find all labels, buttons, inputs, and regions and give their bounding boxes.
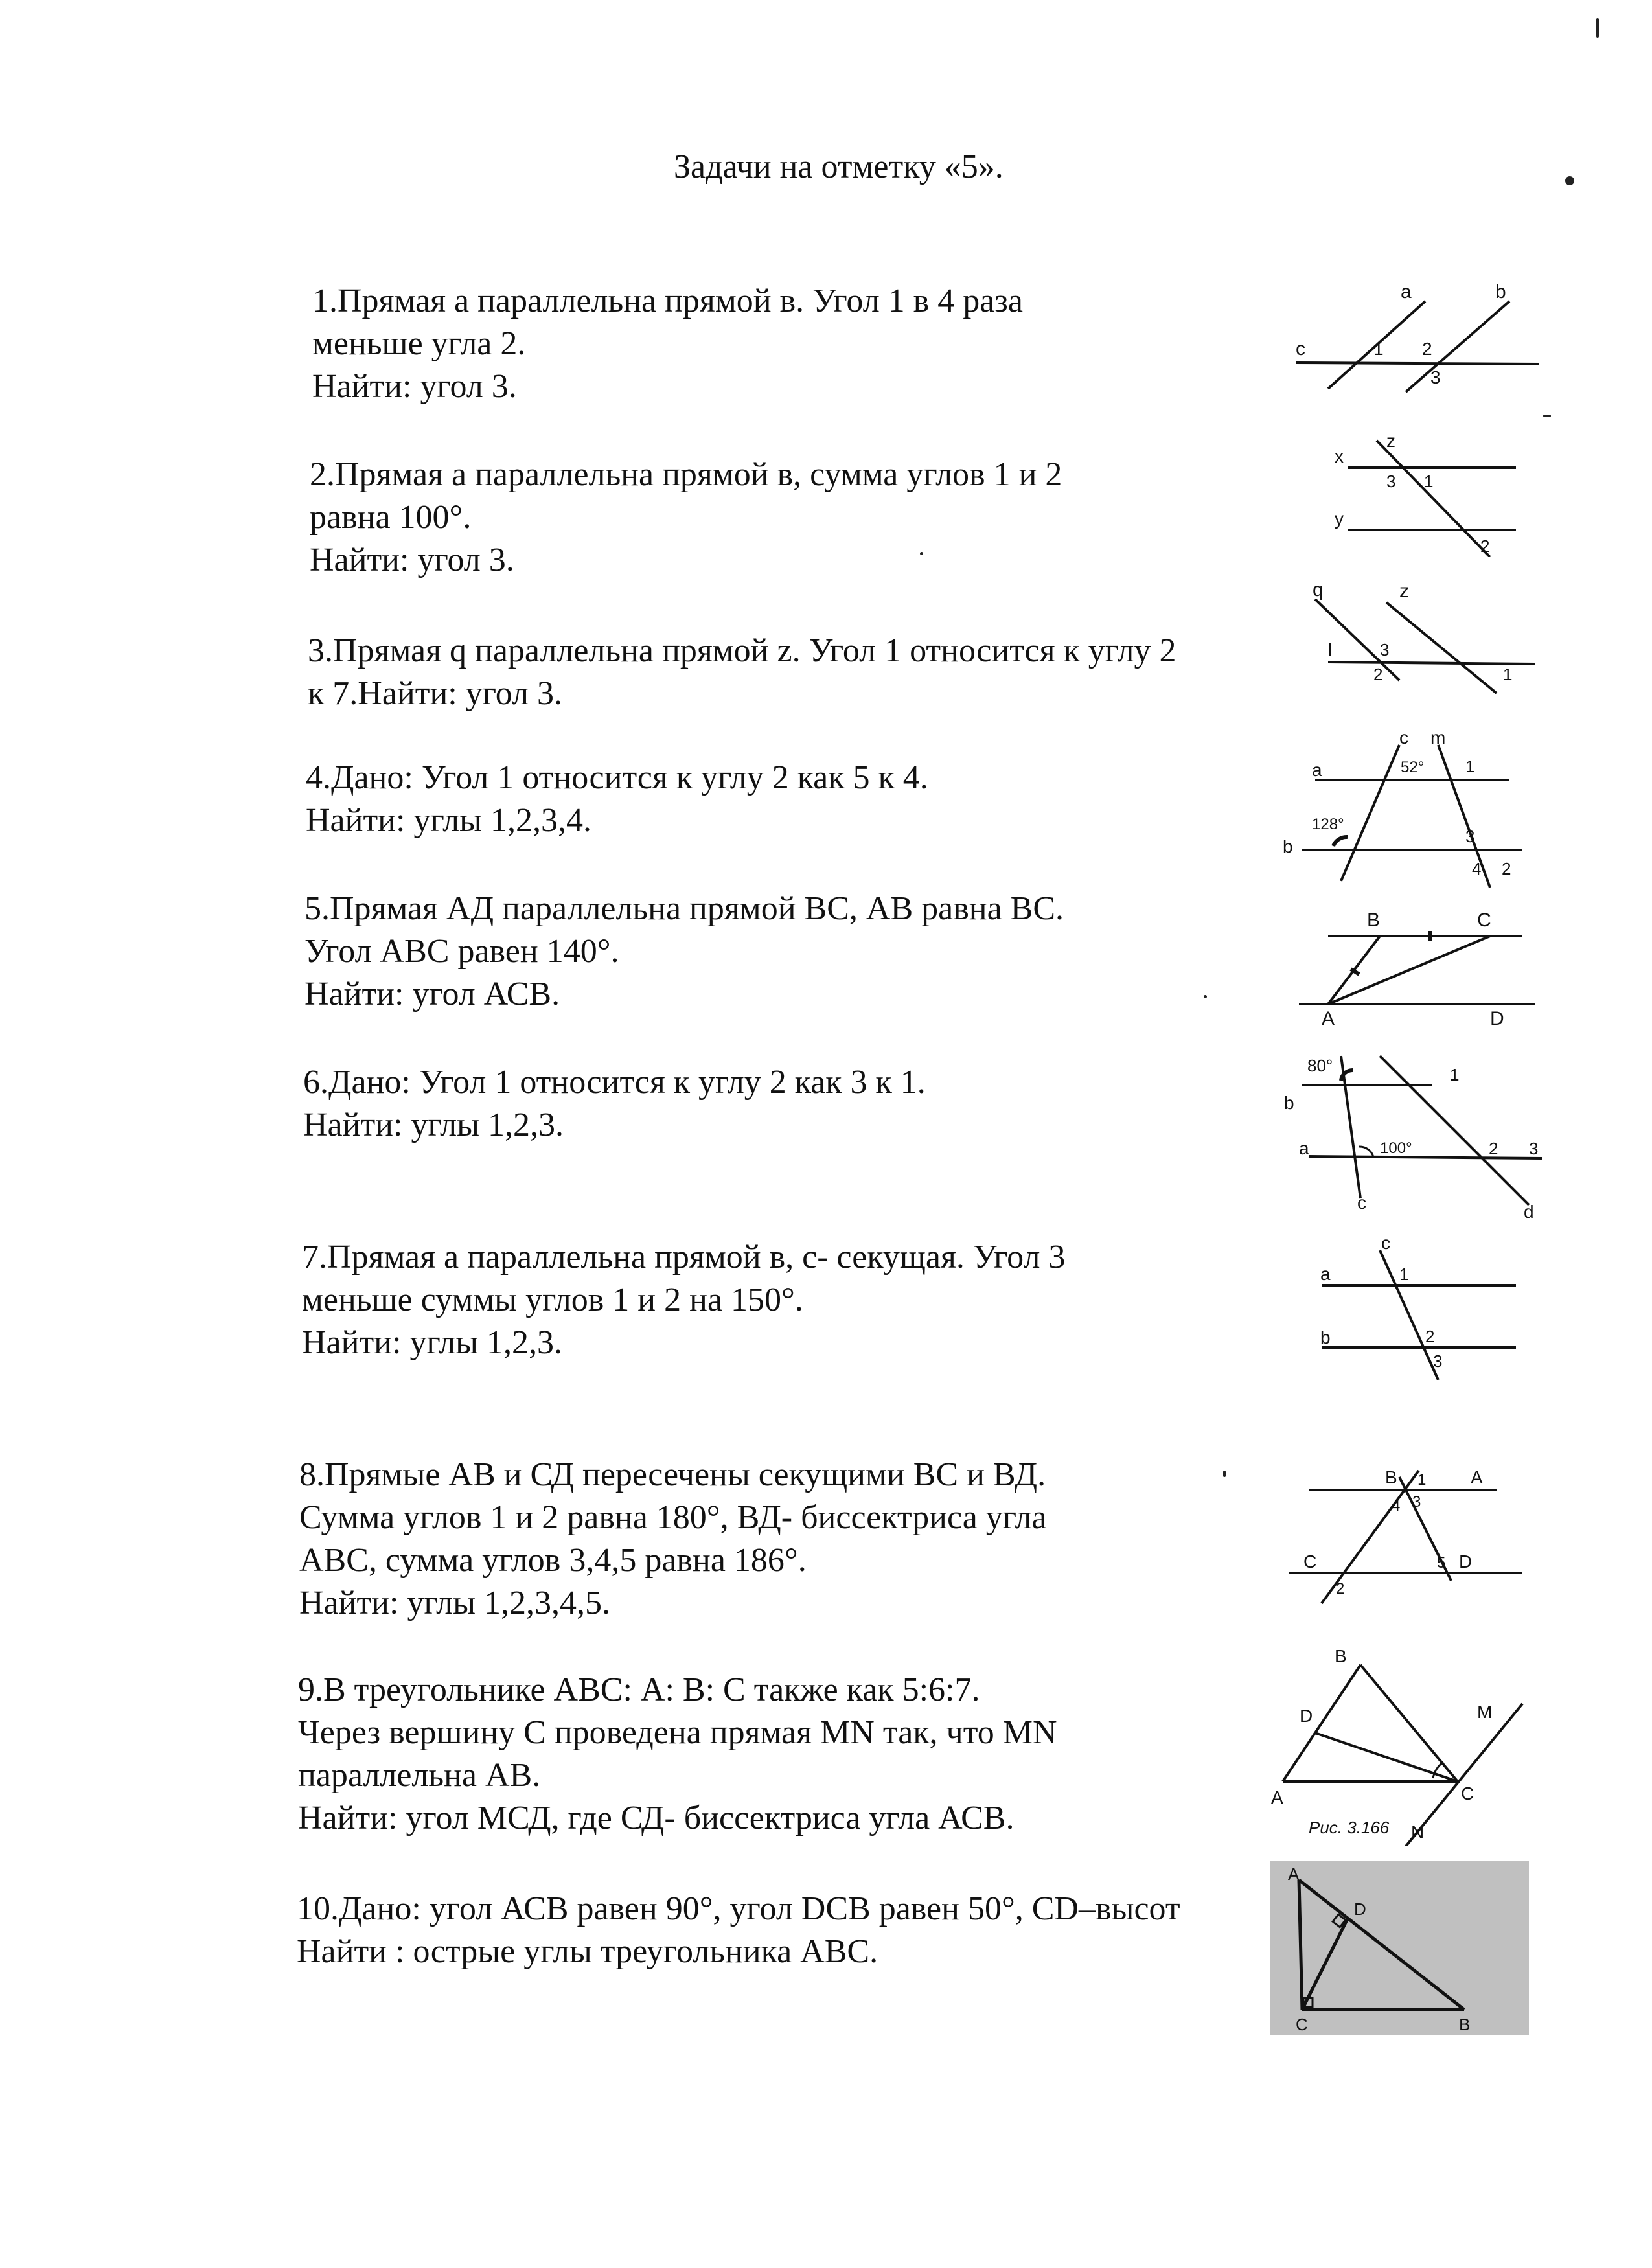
angle-3-label: 3 (1465, 827, 1475, 846)
label-A: A (1288, 1864, 1300, 1884)
scan-speck (1565, 176, 1574, 185)
label-C: C (1303, 1552, 1317, 1572)
problem-2 (310, 453, 1062, 582)
label-c: c (1381, 1233, 1390, 1253)
problem-line: равна 100°. (310, 499, 472, 536)
problem-line: 3.Прямая q параллельна прямой z. Угол 1 относится к углу 2 (308, 632, 1176, 669)
problem-line: меньше угла 2. (312, 325, 526, 362)
angle-80-label: 80° (1307, 1056, 1333, 1075)
problem-7 (302, 1236, 1065, 1364)
label-b: b (1283, 836, 1293, 856)
problem-5 (304, 888, 1064, 1016)
angle-1-label: 1 (1450, 1065, 1460, 1084)
label-b: b (1320, 1327, 1331, 1347)
label-d: d (1524, 1202, 1534, 1218)
scan-speck (1204, 995, 1207, 998)
figure-8 (1276, 1458, 1542, 1613)
label-c: c (1357, 1193, 1366, 1213)
problem-6 (303, 1061, 926, 1147)
label-a: a (1299, 1138, 1309, 1158)
label-A: A (1271, 1787, 1283, 1807)
problem-1 (312, 280, 1023, 408)
problem-8 (299, 1454, 1047, 1625)
label-y: y (1335, 509, 1344, 529)
figure-2 (1322, 428, 1542, 557)
problem-line: 4.Дано: Угол 1 относится к углу 2 как 5 к 4. (306, 759, 928, 796)
label-a: a (1320, 1264, 1331, 1284)
problem-line: 9.В треугольнике АВС: А: В: С также как 5:6:7. (298, 1671, 980, 1708)
label-B: B (1459, 2015, 1471, 2034)
angle-2-label: 2 (1489, 1139, 1498, 1158)
label-N: N (1411, 1822, 1425, 1842)
problem-line: Найти: угол 3. (312, 368, 517, 405)
label-m: m (1430, 727, 1446, 748)
problem-line: 10.Дано: угол АСВ равен 90°, угол DCB равен 50°, CD–высот (297, 1890, 1180, 1927)
label-C: C (1296, 2015, 1308, 2034)
label-q: q (1313, 579, 1324, 601)
problem-line: Угол АВС равен 140°. (304, 933, 619, 970)
problem-3 (308, 630, 1176, 715)
angle-4-label: 4 (1392, 1497, 1401, 1515)
problem-line: Найти: углы 1,2,3. (302, 1324, 563, 1361)
label-c: c (1399, 727, 1408, 748)
scan-speck (1596, 18, 1599, 38)
problem-line: Через вершину С проведена прямая МN так, что МN (298, 1714, 1057, 1751)
angle-3-label: 3 (1433, 1351, 1443, 1371)
problem-line: Найти: угол 3. (310, 542, 514, 578)
label-D: D (1490, 1008, 1504, 1029)
angle-3-label: 3 (1430, 367, 1441, 387)
scan-speck (920, 552, 923, 555)
label-C: C (1477, 910, 1491, 931)
problem-line: Найти: углы 1,2,3. (303, 1106, 564, 1143)
figure-caption: Рис. 3.166 (1309, 1818, 1390, 1837)
figure-1 (1289, 272, 1548, 402)
problem-line: Сумма углов 1 и 2 равна 180°, ВД- биссектриса угла (299, 1499, 1047, 1536)
label-A: A (1471, 1467, 1483, 1487)
problem-9 (298, 1669, 1057, 1840)
scan-speck (1543, 415, 1551, 417)
problem-line: параллельна АВ. (298, 1757, 541, 1794)
figure-6 (1270, 1043, 1548, 1218)
angle-100-label: 100° (1380, 1140, 1412, 1157)
angle-3-label: 3 (1386, 472, 1396, 491)
figure-7 (1309, 1231, 1542, 1386)
angle-1-label: 1 (1465, 757, 1475, 776)
label-z: z (1386, 431, 1395, 451)
problem-line: 6.Дано: Угол 1 относится к углу 2 как 3 к 1. (303, 1064, 926, 1101)
label-D: D (1459, 1552, 1473, 1572)
angle-1-label: 1 (1503, 665, 1513, 684)
page-title: Задачи на отметку «5». (674, 148, 1004, 185)
figure-9 (1263, 1645, 1542, 1846)
label-z: z (1399, 580, 1409, 602)
problem-line: АВС, сумма углов 3,4,5 равна 186°. (299, 1542, 807, 1579)
angle-52-label: 52° (1401, 759, 1425, 776)
label-B: B (1367, 910, 1381, 931)
label-M: M (1477, 1702, 1493, 1722)
problem-line: Найти: угол МСД, где СД- биссектриса угла АСВ. (298, 1800, 1015, 1837)
problem-line: 7.Прямая а параллельна прямой в, с- секущая. Угол 3 (302, 1239, 1066, 1276)
label-b: b (1284, 1093, 1294, 1113)
angle-1-mark: l (1328, 640, 1332, 659)
label-B: B (1385, 1467, 1397, 1487)
problem-line: 8.Прямые АВ и СД пересечены секущими ВС и ВД. (299, 1456, 1046, 1493)
angle-3-label: 3 (1380, 640, 1390, 659)
label-c: c (1296, 338, 1305, 360)
problem-line: Найти: угол АСВ. (304, 976, 560, 1013)
label-D: D (1354, 1899, 1366, 1919)
label-A: A (1322, 1008, 1335, 1029)
figure-5 (1289, 900, 1548, 1030)
figure-10 (1270, 1861, 1529, 2035)
problem-line: 1.Прямая а параллельна прямой в. Угол 1 в 4 раза (312, 282, 1023, 319)
label-x: x (1335, 446, 1344, 466)
problem-4 (306, 757, 928, 842)
problem-line: 5.Прямая АД параллельна прямой ВС, АВ равна ВС. (304, 890, 1064, 927)
problem-line: Найти: углы 1,2,3,4,5. (299, 1585, 611, 1621)
problem-line: меньше суммы углов 1 и 2 на 150°. (302, 1281, 803, 1318)
angle-3-label: 3 (1412, 1493, 1421, 1511)
label-D: D (1300, 1706, 1313, 1726)
label-C: C (1461, 1783, 1474, 1804)
angle-1-label: 1 (1424, 472, 1434, 491)
label-b: b (1495, 281, 1506, 303)
problem-line: к 7.Найти: угол 3. (308, 675, 563, 712)
problem-10 (297, 1888, 1180, 1973)
angle-2-label: 2 (1480, 536, 1490, 556)
label-a: a (1312, 760, 1322, 780)
angle-4-label: 4 (1472, 859, 1482, 878)
angle-1-label: 1 (1417, 1471, 1427, 1489)
figure-4 (1276, 726, 1542, 894)
label-a: a (1401, 281, 1412, 303)
angle-1-label: 1 (1399, 1265, 1409, 1284)
problem-line: Найти : острые углы треугольника АВС. (297, 1933, 878, 1970)
angle-2-label: 2 (1422, 339, 1432, 359)
problem-line: Найти: углы 1,2,3,4. (306, 802, 592, 839)
angle-3-label: 3 (1529, 1139, 1539, 1158)
figure-3 (1302, 577, 1548, 706)
angle-2-label: 2 (1425, 1327, 1435, 1346)
angle-5-label: 5 (1437, 1554, 1446, 1572)
angle-2-label: 2 (1373, 665, 1383, 684)
angle-1-label: 1 (1373, 339, 1384, 359)
problem-line: 2.Прямая а параллельна прямой в, сумма углов 1 и 2 (310, 456, 1062, 493)
scan-speck (1223, 1471, 1226, 1477)
label-B: B (1335, 1646, 1347, 1666)
angle-128-label: 128° (1312, 816, 1344, 833)
angle-2-label: 2 (1336, 1580, 1345, 1598)
angle-2-label: 2 (1502, 859, 1511, 878)
